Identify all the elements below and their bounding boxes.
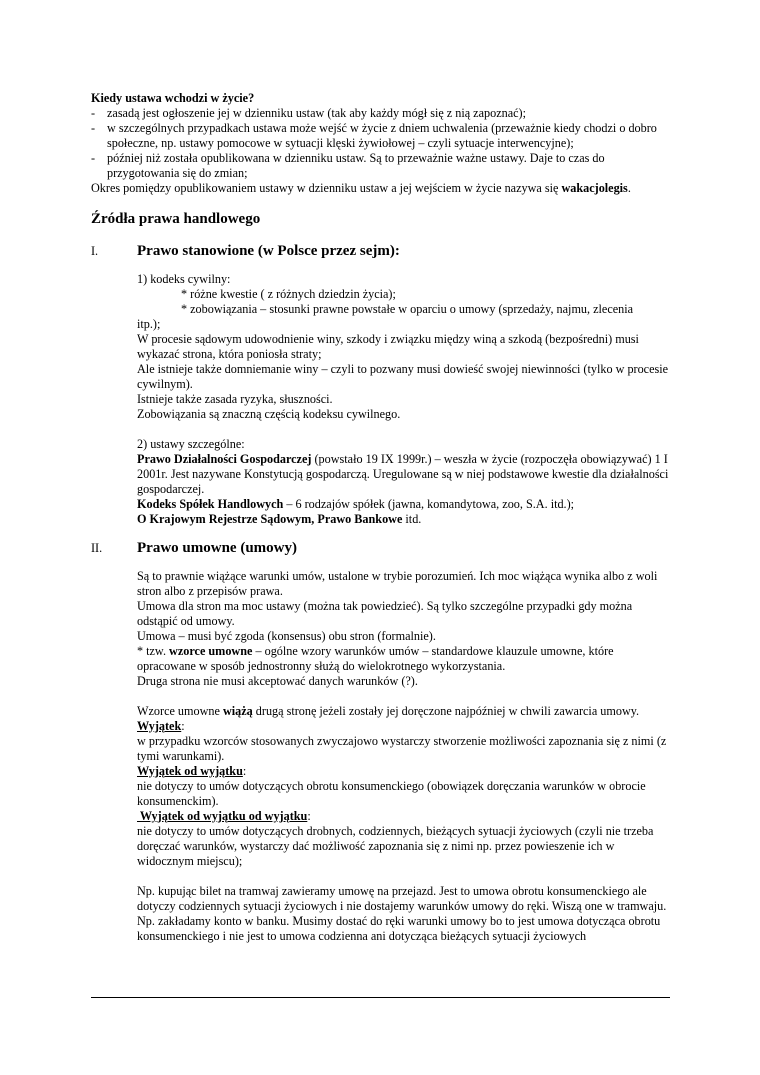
exception-label: Wyjątek od wyjątku od wyjątku: [137,809,311,823]
paragraph: Istnieje także zasada ryzyka, słuszności. [137,392,333,406]
paragraph: Np. zakładamy konto w banku. Musimy dostać do ręki warunki umowy bo to jest umowa dotycząca obrotu konsumenckiego i nie jest to umowa codzienna ani dotycząca bieżących sytuacji życiowych [137,914,661,943]
paragraph: 2) ustawy szczególne: [137,437,245,451]
paragraph: Wzorce umowne wiążą drugą stronę jeżeli zostały jej doręczone najpóźniej w chwili zawarcia umowy. [137,704,640,718]
list-item-continuation: itp.); [137,317,161,331]
paragraph: nie dotyczy to umów dotyczących obrotu konsumenckiego (obowiązek doręczania warunków w obrocie konsumenckim). [137,779,646,808]
paragraph: Umowa – musi być zgoda (konsensus) obu stron (formalnie). [137,629,436,643]
paragraph: Umowa dla stron ma moc ustawy (można tak powiedzieć). Są tylko szczególne przypadki gdy można odstąpić od umowy. [137,599,633,628]
section-heading: Źródła prawa handlowego [91,211,261,227]
paragraph: * tzw. wzorce umowne – ogólne wzory warunków umów – standardowe klauzule umowne, które opracowane w sposób jednostronny służą do wielokrotnego wykorzystania. [137,644,614,673]
section-1-paragraphs [137,332,671,527]
section-2-body [137,569,671,944]
list-item: * zobowiązania – stosunki prawne powstałe w oparciu o umowy (sprzedaży, najmu, zlecenia [181,302,634,316]
paragraph: Zobowiązania są znaczną częścią kodeksu cywilnego. [137,407,401,421]
paragraph: Są to prawnie wiążące warunki umów, ustalone w trybie porozumień. Ich moc wiążąca wynika albo z woli stron albo z przepisów prawa. [137,569,658,598]
paragraph: w przypadku wzorców stosowanych zwyczajowo wystarczy stworzenie możliwości zapoznania się z nimi (z tymi warunkami). [137,734,667,763]
document-page [91,91,671,944]
paragraph: nie dotyczy to umów dotyczących drobnych, codziennych, bieżących sytuacji życiowych (czyli nie trzeba doręczać warunków, wystarczy dać możliwość zapoznania się z nimi np. przez powieszenie ich w widocznym miejscu); [137,824,654,868]
paragraph: Ale istnieje także domniemanie winy – czyli to pozwany musi dowieść swojej niewinności (tylko w procesie cywilnym). [137,362,669,391]
paragraph: Kodeks Spółek Handlowych – 6 rodzajów spółek (jawna, komandytowa, zoo, S.A. itd.); [137,497,575,511]
exception-label: Wyjątek od wyjątku: [137,764,247,778]
paragraph: Np. kupując bilet na tramwaj zawieramy umowę na przejazd. Jest to umowa obrotu konsumenckiego ale dotyczy codziennych sytuacji życiowych i nie dostajemy warunków umowy do ręki. Wiszą one w tramwaju. [137,884,667,913]
paragraph: W procesie sądowym udowodnienie winy, szkody i związku między winą a szkodą (bezpośredni) musi wykazać strona, która poniosła straty; [137,332,639,361]
bullet-item: - później niż została opublikowana w dzienniku ustaw. Są to przeważnie ważne ustawy. Daje to czas do przygotowania się do zmian; [91,151,605,180]
paragraph: Prawo Działalności Gospodarczej (powstało 19 IX 1999r.) – weszła w życie (rozpoczęła obowiązywać) 1 I 2001r. Jest nazywane Konstytucją gospodarczą. Uregulowane są w niej podstawowe kwestie dla działalności gospodarczej. [137,452,669,496]
exception-label: Wyjątek: [137,719,185,733]
vacatio-paragraph: Okres pomiędzy opublikowaniem ustawy w dzienniku ustaw a jej wejściem w życie nazywa się wakacjolegis. [91,181,631,195]
section-1-body: 1) kodeks cywilny: [137,272,231,286]
bullet-item: - w szczególnych przypadkach ustawa może wejść w życie z dniem uchwalenia (przeważnie kiedy chodzi o dobro społeczne, np. ustawy pomocowe w sytuacji klęski żywiołowej – czyli sytuacje interwencyjne); [91,121,657,150]
section-1-header: I. Prawo stanowione (w Polsce przez sejm): [91,243,400,259]
section-2-header: II. Prawo umowne (umowy) [91,540,297,556]
footer-rule [91,997,670,998]
paragraph: O Krajowym Rejestrze Sądowym, Prawo Bankowe itd. [137,512,422,526]
intro-question: Kiedy ustawa wchodzi w życie? [91,91,255,105]
paragraph: Druga strona nie musi akceptować danych warunków (?). [137,674,418,688]
bullet-item: - zasadą jest ogłoszenie jej w dzienniku ustaw (tak aby każdy mógł się z nią zapoznać); [91,106,526,120]
list-item: * różne kwestie ( z różnych dziedzin życia); [181,287,396,301]
